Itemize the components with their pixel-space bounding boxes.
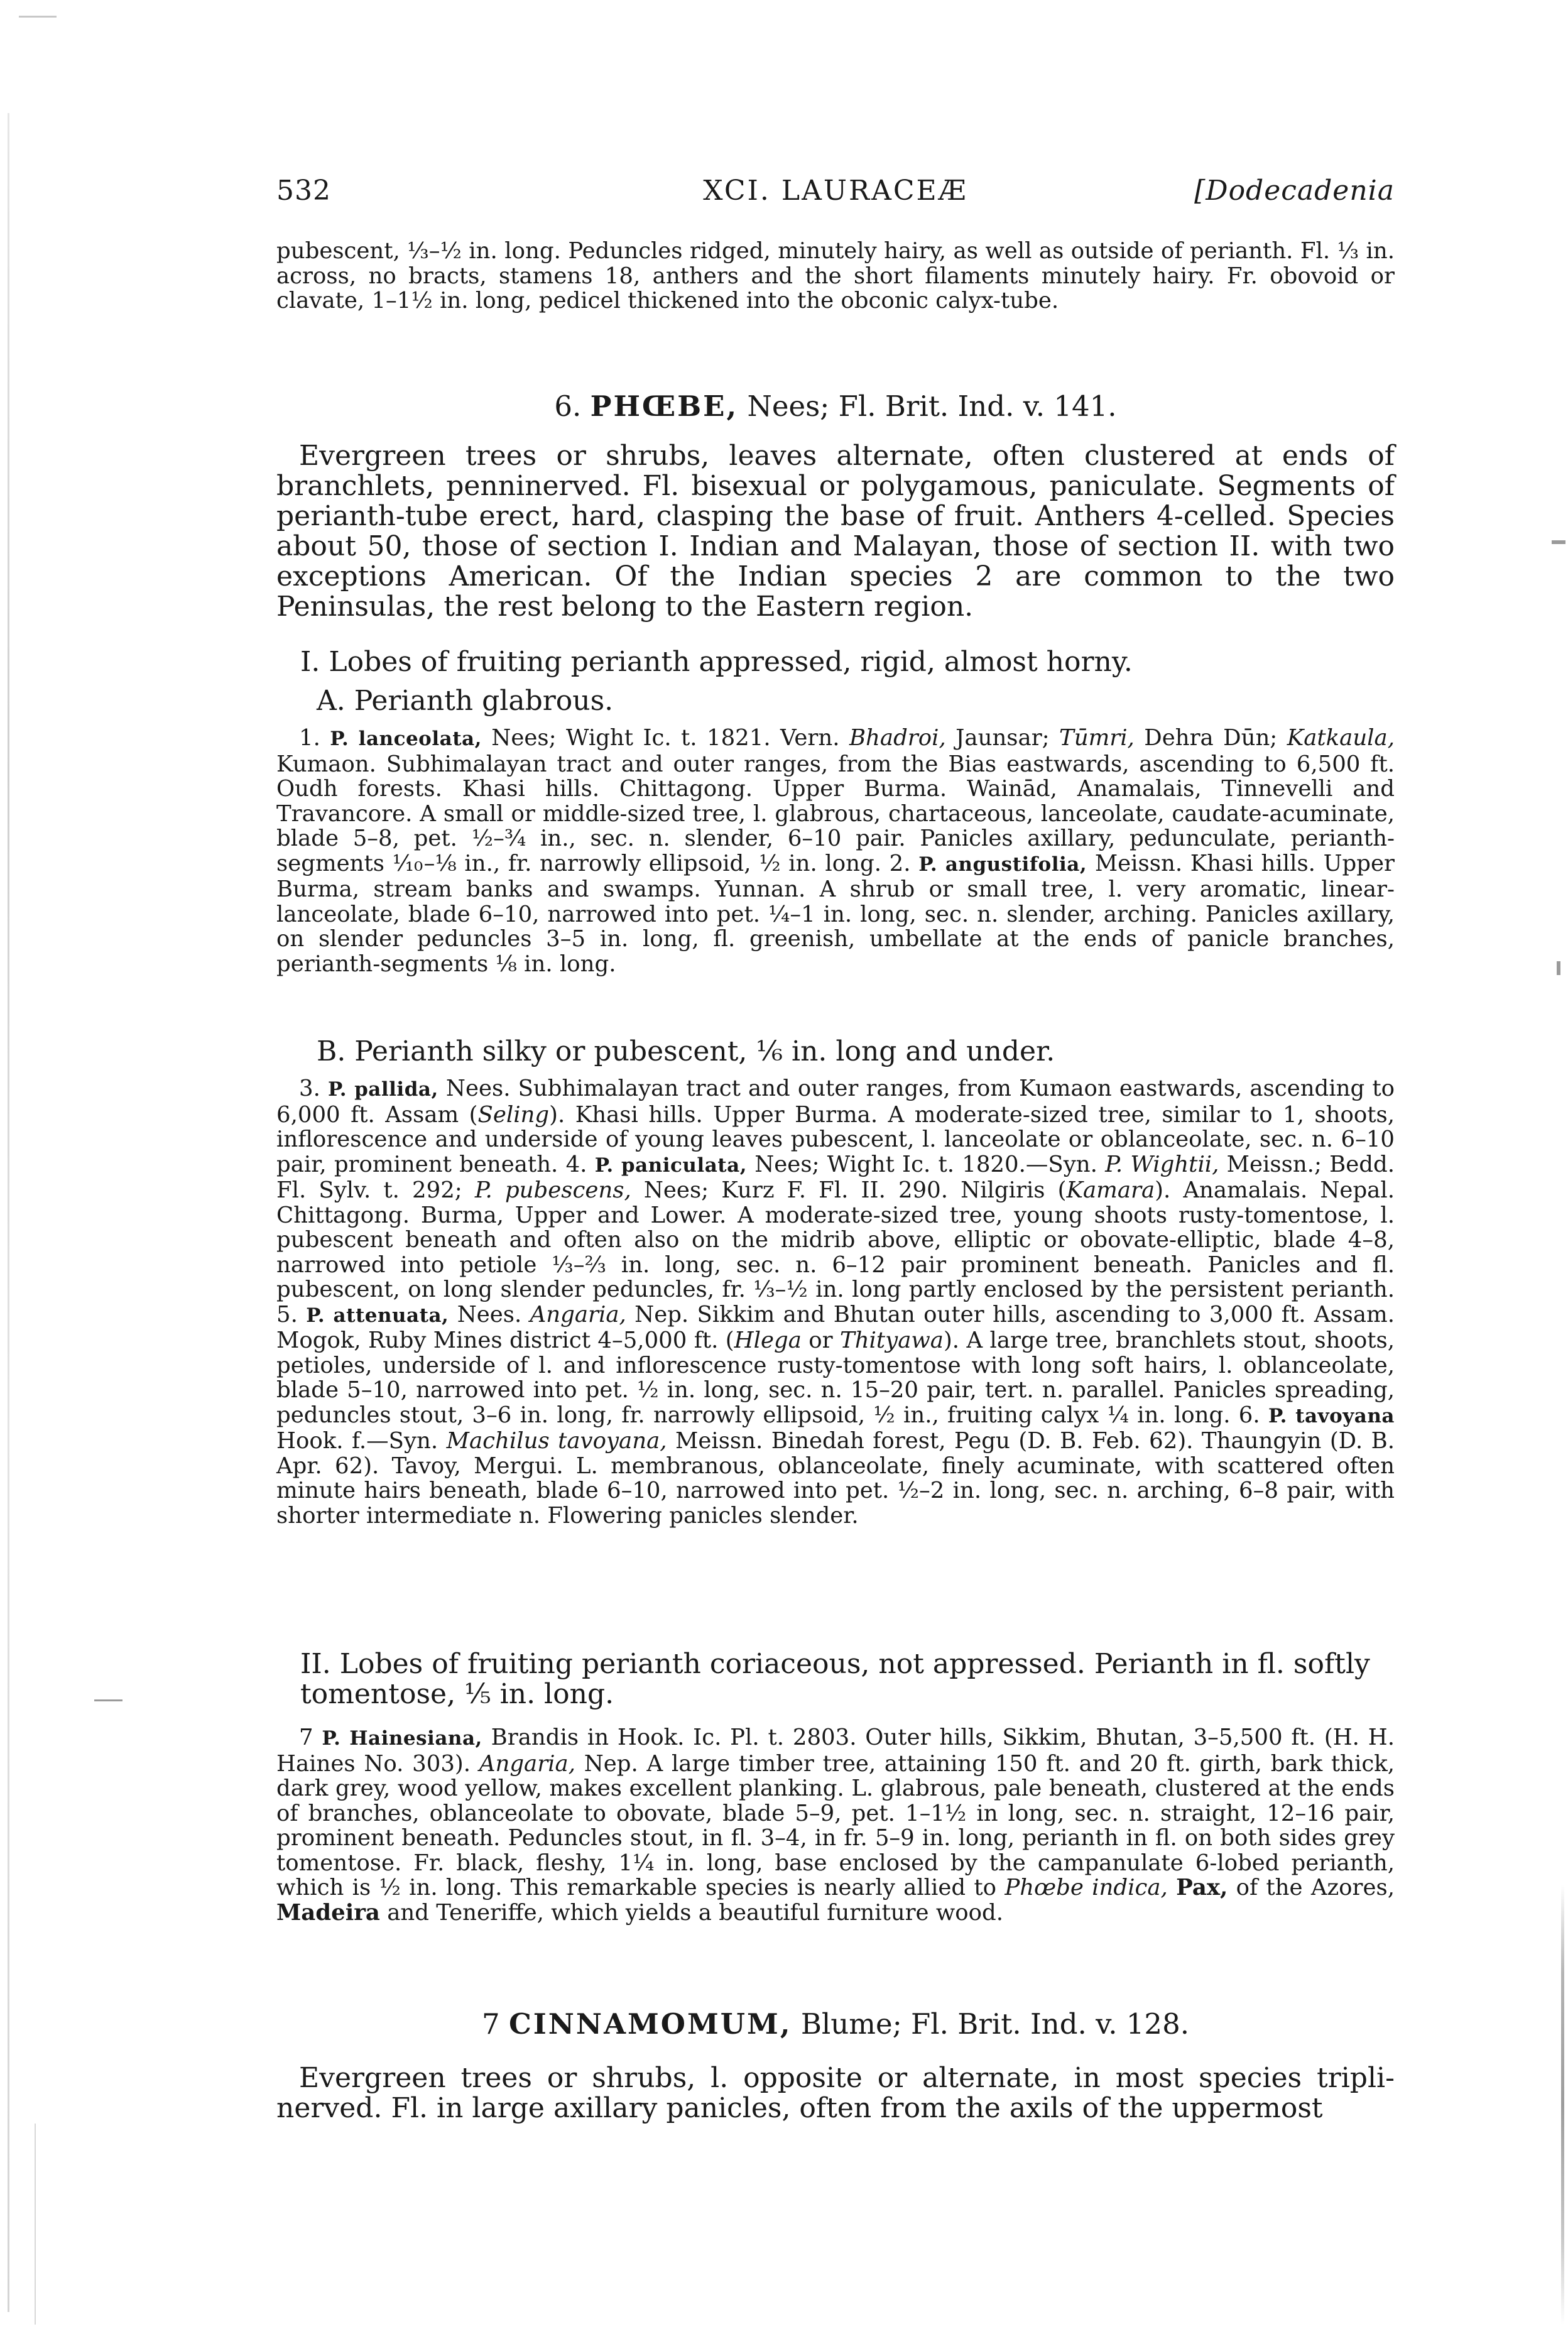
species-text: Nep. Sikkim and Bhutan outer hills, ascending to 3,000 ft. Assam. Mogok, Ruby Mines district 4–5,000 ft. ( — [276, 1301, 1395, 1353]
species-text: Nees. Subhimalayan tract and outer ranges, from Kumaon eastwards, ascending to 6,000 ft. Assam ( — [276, 1076, 1395, 1128]
species-number: 5. — [276, 1301, 298, 1328]
scan-mark — [19, 16, 57, 18]
species-paragraph-7 — [276, 1725, 1395, 1925]
species-name-italic: Phœbe indica, — [1004, 1875, 1168, 1900]
running-header — [276, 175, 1395, 212]
species-text: Nep. A large timber tree, attaining 150 ft. and 20 ft. girth, bark thick, dark grey, wood yellow, makes excellent planking. L. glabrous, pale beneath, clustered at the ends of branches, oblanceolate to obovate, blade 5–9, pet. 1–1½ in long, sec. n. straight, 12–16 pair, prominent beneath. Peduncles stout, in fl. 3–4, in fr. 5–9 in. long, perianth in fl. on both sides grey tomentose. Fr. black, fleshy, 1¼ in. long, base enclosed by the campanulate 6-lobed perianth, which is ½ in. long. This remarkable species is nearly allied to — [276, 1750, 1395, 1900]
species-text: ). Khasi hills. Upper Burma. A moderate-sized tree, similar to 1, shoots, inflorescence and underside of young leaves pubescent, l. lanceolate or oblanceolate, sec. n. 6–10 pair, prominent beneath. — [276, 1101, 1395, 1177]
species-text: Meissn. Khasi hills. Upper Burma, stream banks and swamps. Yunnan. A shrub or small tree, l. very aromatic, linear-lanceolate, blade 6–10, narrowed into pet. ¼–1 in. long, sec. n. slender, arching. Panicles axillary, on slender peduncles 3–5 in. long, fl. greenish, umbellate at the ends of panicle branches, perianth-segments ⅛ in. long. — [276, 850, 1395, 977]
species-number: 2. — [889, 850, 911, 876]
species-text: Nees; Wight Ic. t. 1820.—Syn. — [747, 1151, 1106, 1177]
vernacular-name: Kamara — [1066, 1177, 1155, 1203]
species-name: P. paniculata, — [594, 1153, 747, 1177]
vernacular-name: Hlega — [734, 1328, 802, 1353]
author-name: Pax, — [1176, 1875, 1228, 1900]
species-text — [1168, 1875, 1176, 1900]
species-name: P. attenuata, — [306, 1304, 449, 1327]
genus-name: CINNAMOMUM, — [508, 2007, 792, 2041]
scan-mark — [1552, 540, 1565, 544]
vernacular-name: Tūmri, — [1059, 725, 1135, 751]
continued-paragraph: pubescent, ⅓–½ in. long. Peduncles ridged, minutely hairy, as well as outside of perianth. Fl. ⅓ in. across, no bracts, stamens 18, anthers and the short filaments minutely hairy. Fr. obovoid or clavate, 1–1½ in. long, pedicel thickened into the obconic calyx-tube. — [276, 238, 1395, 314]
species-text: ). Anamalais. Nepal. Chittagong. Burma, Upper and Lower. A moderate-sized tree, young shoots rusty-tomentose, l. pubescent beneath and often also on the midrib above, elliptic or obovate-elliptic, blade 4–8, narrowed into petiole ⅓–⅔ in. long, sec. n. 6–12 pair prominent beneath. Panicles and fl. pubescent, on long slender peduncles, fr. ⅓–½ in. long partly enclosed by the persistent perianth. — [276, 1177, 1395, 1302]
key-section-II: II. Lobes of fruiting perianth coriaceous, not appressed. Perianth in fl. softly tomentose, ⅕ in. long. — [300, 1648, 1370, 1710]
scan-mark — [1557, 961, 1560, 975]
synonym-name: P. pubescens, — [474, 1177, 631, 1203]
vernacular-name: Katkaula, — [1287, 725, 1395, 751]
species-text: Kumaon. Subhimalayan tract and outer ranges, from the Bias eastwards, ascending to 6,500 ft. Oudh forests. Khasi hills. Chittagong. Upper Burma. Wainād, Anamalais, Tinnevelli and Travancore. A small or middle-sized tree, l. glabrous, chartaceous, lanceolate, caudate-acuminate, blade 5–8, pet. ½–¾ in., sec. n. slender, 6–10 pair. Panicles axillary, pedunculate, perianth-segments ⅒–⅛ in., fr. narrowly ellipsoid, ½ in. long. — [276, 751, 1395, 876]
key-subsection-B: B. Perianth silky or pubescent, ⅙ in. long and under. — [317, 1035, 1055, 1067]
genus-reference: Blume; Fl. Brit. Ind. v. 128. — [800, 2007, 1190, 2041]
vernacular-name: Seling — [477, 1101, 550, 1128]
vernacular-name: Thityawa — [840, 1328, 944, 1353]
species-text: Brandis in Hook. Ic. Pl. t. 2803. Outer hills, Sikkim, Bhutan, 3–5,500 ft. (H. H. Haines No. 303). — [276, 1725, 1395, 1777]
species-text: and Teneriffe, which yields a beautiful furniture wood. — [379, 1899, 1003, 1926]
species-text: ). A large tree, branchlets stout, shoots, petioles, underside of l. and inflorescence rusty-tomentose with long soft hairs, l. oblanceolate, blade 5–10, narrowed into pet. ½ in. long, sec. n. 15–20 pair, tert. n. parallel. Panicles spreading, peduncles stout, 3–6 in. long, fr. narrowly ellipsoid, ½ in., fruiting calyx ¼ in. long. — [276, 1328, 1395, 1428]
vernacular-name: Angaria, — [479, 1750, 575, 1777]
species-text: Dehra Dūn; — [1134, 725, 1287, 751]
genus-name: PHŒBE, — [590, 390, 739, 423]
species-number: 4. — [565, 1151, 587, 1177]
key-section-I: I. Lobes of fruiting perianth appressed, rigid, almost horny. — [300, 646, 1133, 678]
species-text: of the Azores, — [1228, 1875, 1395, 1900]
vernacular-name: Angaria, — [530, 1301, 626, 1328]
scan-edge-mark — [35, 2124, 36, 2325]
place-name: Madeira — [276, 1899, 380, 1926]
species-paragraph-3-6 — [276, 1076, 1395, 1528]
species-text: Nees; Wight Ic. t. 1821. Vern. — [481, 725, 849, 751]
species-text: Meissn.; Bedd. Fl. Sylv. t. 292; — [276, 1151, 1395, 1203]
genus-heading-cinnamomum — [276, 2007, 1395, 2041]
synonym-name: P. Wightii, — [1105, 1151, 1219, 1177]
species-name: P. Hainesiana, — [322, 1727, 482, 1750]
vernacular-name: Bhadroi, — [849, 725, 946, 751]
species-text: Hook. f.—Syn. — [276, 1428, 447, 1454]
running-genus: [Dodecadenia — [1194, 175, 1395, 207]
synonym-name: Machilus tavoyana, — [446, 1428, 667, 1454]
species-number: 6. — [1238, 1402, 1260, 1428]
species-name: P. angustifolia, — [918, 853, 1087, 876]
key-subsection-A: A. Perianth glabrous. — [317, 685, 614, 717]
genus-description-cinnamomum: Evergreen trees or shrubs, l. opposite or alternate, in most species tripli-nerved. Fl. in large axillary panicles, often from the axils of the uppermost — [276, 2062, 1395, 2124]
species-text: or — [801, 1328, 841, 1353]
species-text: Nees. — [449, 1301, 530, 1328]
genus-number: 6. — [554, 390, 582, 423]
page-number: 532 — [276, 175, 331, 207]
genus-number: 7 — [481, 2007, 500, 2041]
species-number: 7 — [299, 1725, 313, 1750]
scan-edge-right — [1561, 1885, 1564, 2325]
species-text: Nees; Kurz F. Fl. II. 290. Nilgiris ( — [631, 1177, 1067, 1203]
scan-mark — [94, 1699, 122, 1701]
species-name: P. lanceolata, — [330, 728, 482, 750]
scan-edge-left — [8, 113, 9, 2312]
species-paragraph-1-2 — [276, 726, 1395, 976]
species-number: 3. — [299, 1076, 320, 1101]
species-text: Jaunsar; — [945, 725, 1060, 751]
species-name: P. pallida, — [328, 1078, 438, 1101]
species-name: P. tavoyana — [1268, 1404, 1395, 1427]
species-text: Meissn. Binedah forest, Pegu (D. B. Feb. 62). Thaungyin (D. B. Apr. 62). Tavoy, Mergui. L. membranous, oblanceolate, finely acuminate, with scattered often minute hairs beneath, blade 6–10, narrowed into pet. ½–2 in. long, sec. n. arching, 6–8 pair, with shorter intermediate n. Flowering panicles slender. — [276, 1428, 1395, 1529]
family-title: XCI. LAURACEÆ — [703, 175, 968, 207]
genus-reference: Nees; Fl. Brit. Ind. v. 141. — [747, 390, 1117, 423]
genus-heading-phoebe — [276, 390, 1395, 423]
genus-description-phoebe: Evergreen trees or shrubs, leaves alternate, often clustered at ends of branchlets, penninerved. Fl. bisexual or polygamous, paniculate. Segments of perianth-tube erect, hard, clasping the base of fruit. Anthers 4-celled. Species about 50, those of section I. Indian and Malayan, those of section II. with two exceptions American. Of the Indian species 2 are common to the two Peninsulas, the rest belong to the Eastern region. — [276, 440, 1395, 623]
species-number: 1. — [299, 725, 320, 751]
